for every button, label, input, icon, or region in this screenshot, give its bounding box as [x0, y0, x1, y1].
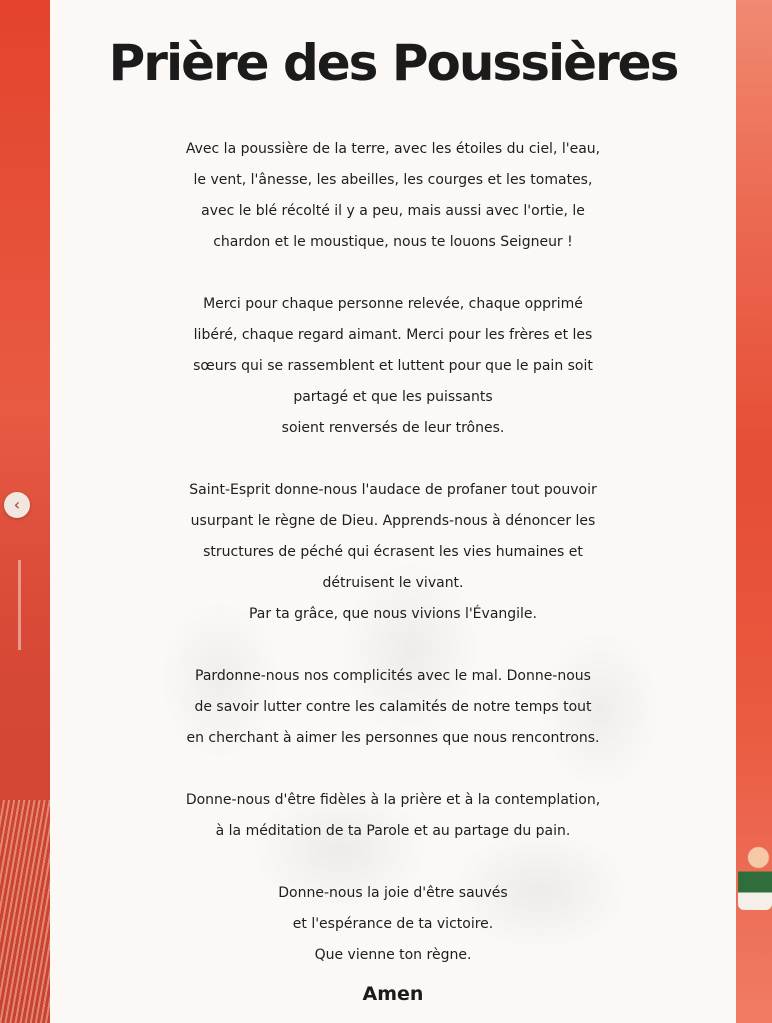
prayer-line: et l'espérance de ta victoire. — [292, 916, 494, 932]
previous-button[interactable] — [4, 492, 30, 518]
prayer-line: partagé et que les puissants — [293, 389, 493, 405]
page-title: Prière des Poussières — [108, 34, 678, 92]
prayer-line: chardon et le moustique, nous te louons Seigneur ! — [213, 234, 573, 250]
chevron-left-icon: ‹ — [13, 495, 21, 514]
prayer-line: de savoir lutter contre les calamités de notre temps tout — [194, 699, 592, 715]
prayer-line: Par ta grâce, que nous vivions l'Évangile. — [248, 606, 537, 622]
prayer-line: usurpant le règne de Dieu. Apprends-nous à dénoncer les — [190, 513, 596, 529]
right-illustration-strip — [736, 0, 772, 1023]
prayer-line: Donne-nous d'être fidèles à la prière et à la contemplation, — [185, 792, 601, 808]
stanza — [50, 134, 736, 258]
prayer-line: soient renversés de leur trônes. — [281, 420, 505, 436]
prayer-line: structures de péché qui écrasent les vies humaines et — [203, 544, 583, 560]
prayer-line: sœurs qui se rassemblent et luttent pour que le pain soit — [193, 358, 593, 374]
prayer-line: Pardonne-nous nos complicités avec le mal. Donne-nous — [195, 668, 591, 684]
stanza — [50, 878, 736, 971]
stanza — [50, 475, 736, 630]
prayer-line: avec le blé récolté il y a peu, mais aussi avec l'ortie, le — [201, 203, 585, 219]
prayer-line: Que vienne ton règne. — [314, 947, 472, 963]
amen-text: Amen — [362, 983, 424, 1005]
prayer-line: Saint-Esprit donne-nous l'audace de profaner tout pouvoir — [189, 482, 597, 498]
prayer-text — [50, 134, 736, 1002]
stanza — [50, 661, 736, 754]
prayer-line: détruisent le vivant. — [322, 575, 464, 591]
prayer-line: à la méditation de ta Parole et au partage du pain. — [215, 823, 571, 839]
person-illustration — [738, 840, 772, 910]
prayer-line: Avec la poussière de la terre, avec les étoiles du ciel, l'eau, — [185, 141, 601, 157]
fork-illustration — [18, 560, 54, 650]
prayer-line: le vent, l'ânesse, les abeilles, les courges et les tomates, — [193, 172, 593, 188]
prayer-line: Merci pour chaque personne relevée, chaque opprimé — [203, 296, 583, 312]
prayer-line: libéré, chaque regard aimant. Merci pour les frères et les — [193, 327, 593, 343]
stanza — [50, 785, 736, 847]
stanza — [50, 289, 736, 444]
prayer-page — [50, 0, 736, 1023]
prayer-line: Donne-nous la joie d'être sauvés — [278, 885, 508, 901]
grass-illustration — [0, 800, 50, 1023]
prayer-line: en cherchant à aimer les personnes que nous rencontrons. — [186, 730, 600, 746]
